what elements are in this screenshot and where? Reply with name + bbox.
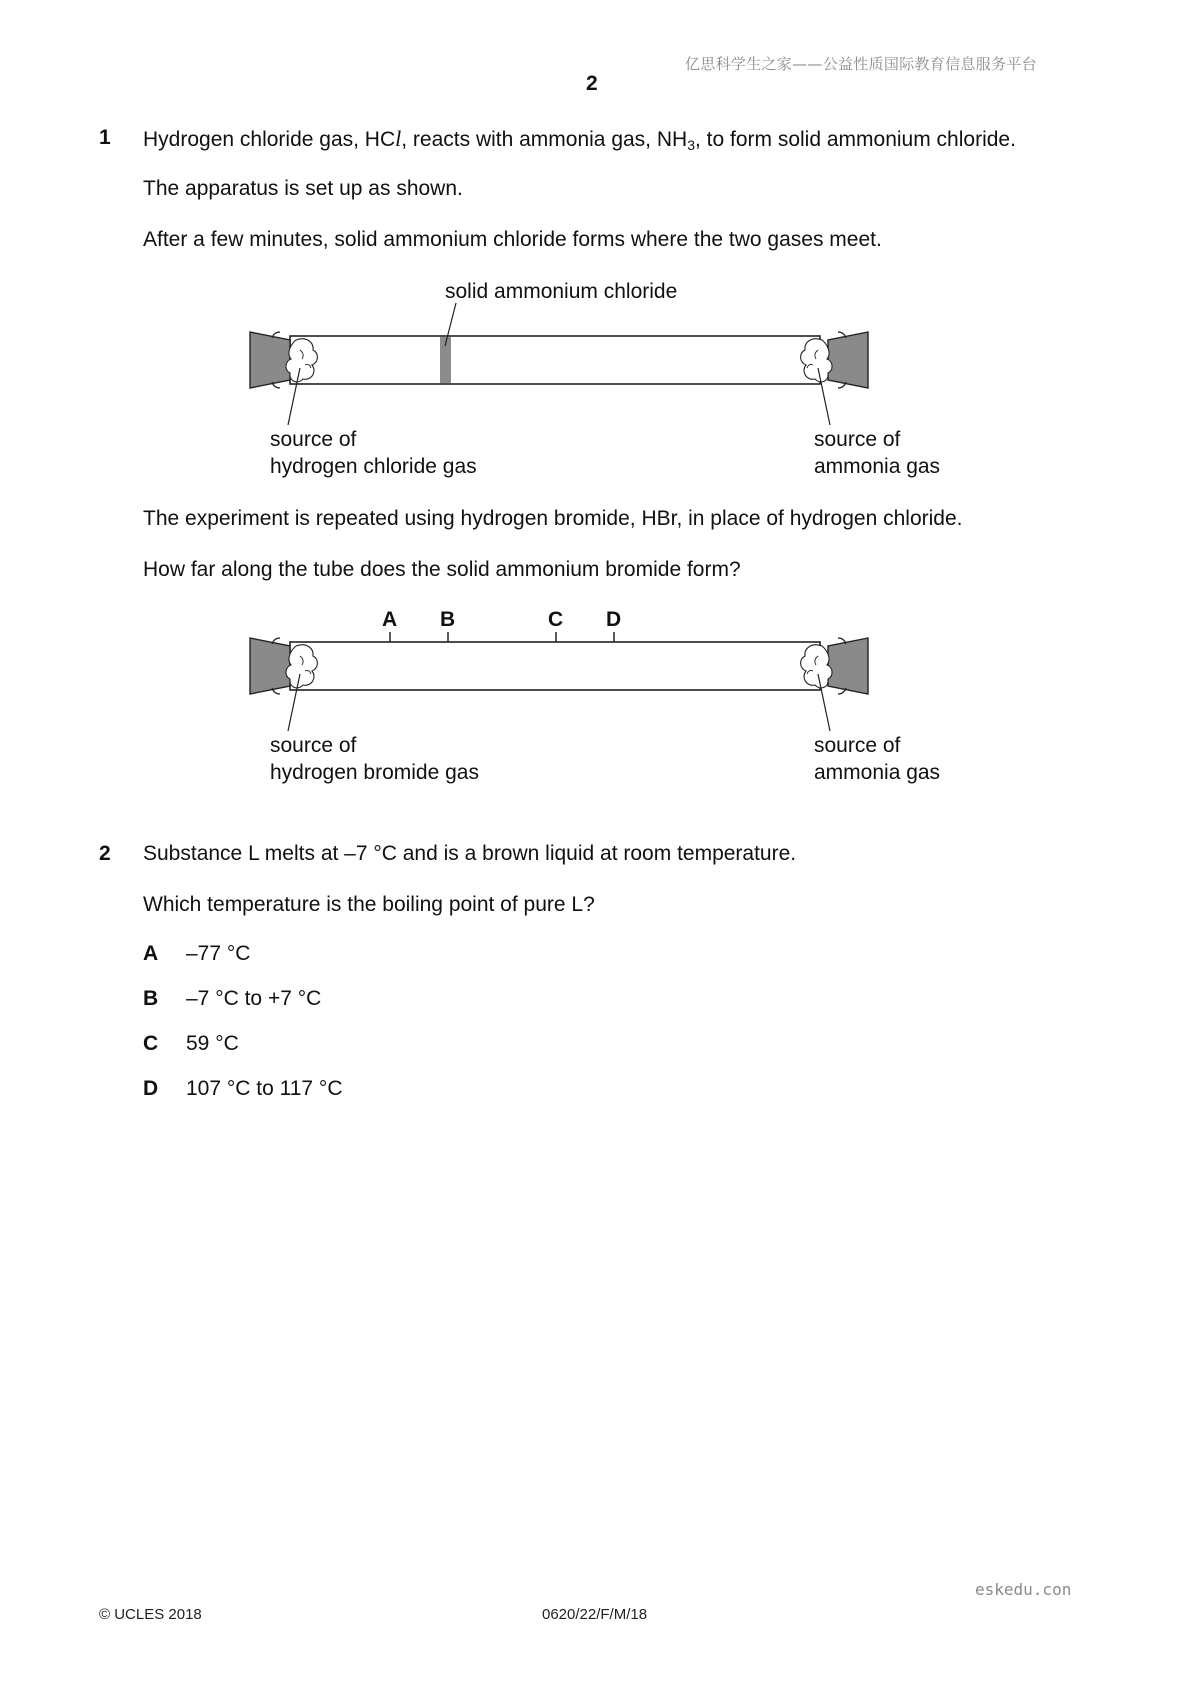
tick-label-b: B xyxy=(440,608,456,631)
option-letter-c: C xyxy=(143,1032,159,1055)
paragraph: The apparatus is set up as shown. xyxy=(143,177,463,200)
question-text: How far along the tube does the solid ammonium bromide form? xyxy=(143,558,741,581)
header-watermark: 亿思科学生之家——公益性质国际教育信息服务平台 xyxy=(685,55,1037,73)
paragraph: The experiment is repeated using hydrogen bromide, HBr, in place of hydrogen chloride. xyxy=(143,507,963,530)
label-line: source of xyxy=(814,428,901,451)
label-line: hydrogen chloride gas xyxy=(270,455,477,478)
tube-body xyxy=(290,642,820,690)
right-stopper xyxy=(828,638,868,694)
option-letter-b: B xyxy=(143,987,159,1010)
footer-copyright: © UCLES 2018 xyxy=(99,1606,202,1623)
footer-site-watermark: eskedu.con xyxy=(975,1580,1072,1599)
diagram-label-solid: solid ammonium chloride xyxy=(445,280,678,303)
option-text-d: 107 °C to 117 °C xyxy=(186,1077,343,1100)
question-text: Which temperature is the boiling point of pure L? xyxy=(143,893,595,916)
label-line: ammonia gas xyxy=(814,455,941,478)
stem-subscript: 3 xyxy=(687,137,695,153)
option-text-b: –7 °C to +7 °C xyxy=(186,987,322,1010)
tick-label-c: C xyxy=(548,608,564,631)
tick-label-d: D xyxy=(606,608,622,631)
label-line: hydrogen bromide gas xyxy=(270,761,479,784)
page-number: 2 xyxy=(586,72,598,95)
stem-part: , reacts with ammonia gas, NH xyxy=(401,128,688,151)
left-stopper xyxy=(250,638,290,694)
paragraph: After a few minutes, solid ammonium chloride forms where the two gases meet. xyxy=(143,228,882,251)
tick-label-a: A xyxy=(382,608,398,631)
stem-italic-l: l xyxy=(395,126,402,151)
question-stem: Substance L melts at –7 °C and is a brown liquid at room temperature. xyxy=(143,842,797,865)
footer-paper-code: 0620/22/F/M/18 xyxy=(542,1606,648,1623)
stem-part: , to form solid ammonium chloride. xyxy=(694,128,1016,151)
diagram-label-right xyxy=(814,732,940,786)
option-text-c: 59 °C xyxy=(186,1032,239,1055)
option-letter-a: A xyxy=(143,942,159,965)
label-line: ammonia gas xyxy=(814,761,941,784)
label-line: source of xyxy=(270,428,357,451)
diagram-label-left xyxy=(270,732,479,786)
label-line: source of xyxy=(814,734,901,757)
option-letter-d: D xyxy=(143,1077,159,1100)
label-line: source of xyxy=(270,734,357,757)
question-number: 2 xyxy=(99,842,111,865)
stem-part: Hydrogen chloride gas, HC xyxy=(143,128,396,151)
question-number: 1 xyxy=(99,126,111,149)
option-text-a: –77 °C xyxy=(186,942,251,965)
